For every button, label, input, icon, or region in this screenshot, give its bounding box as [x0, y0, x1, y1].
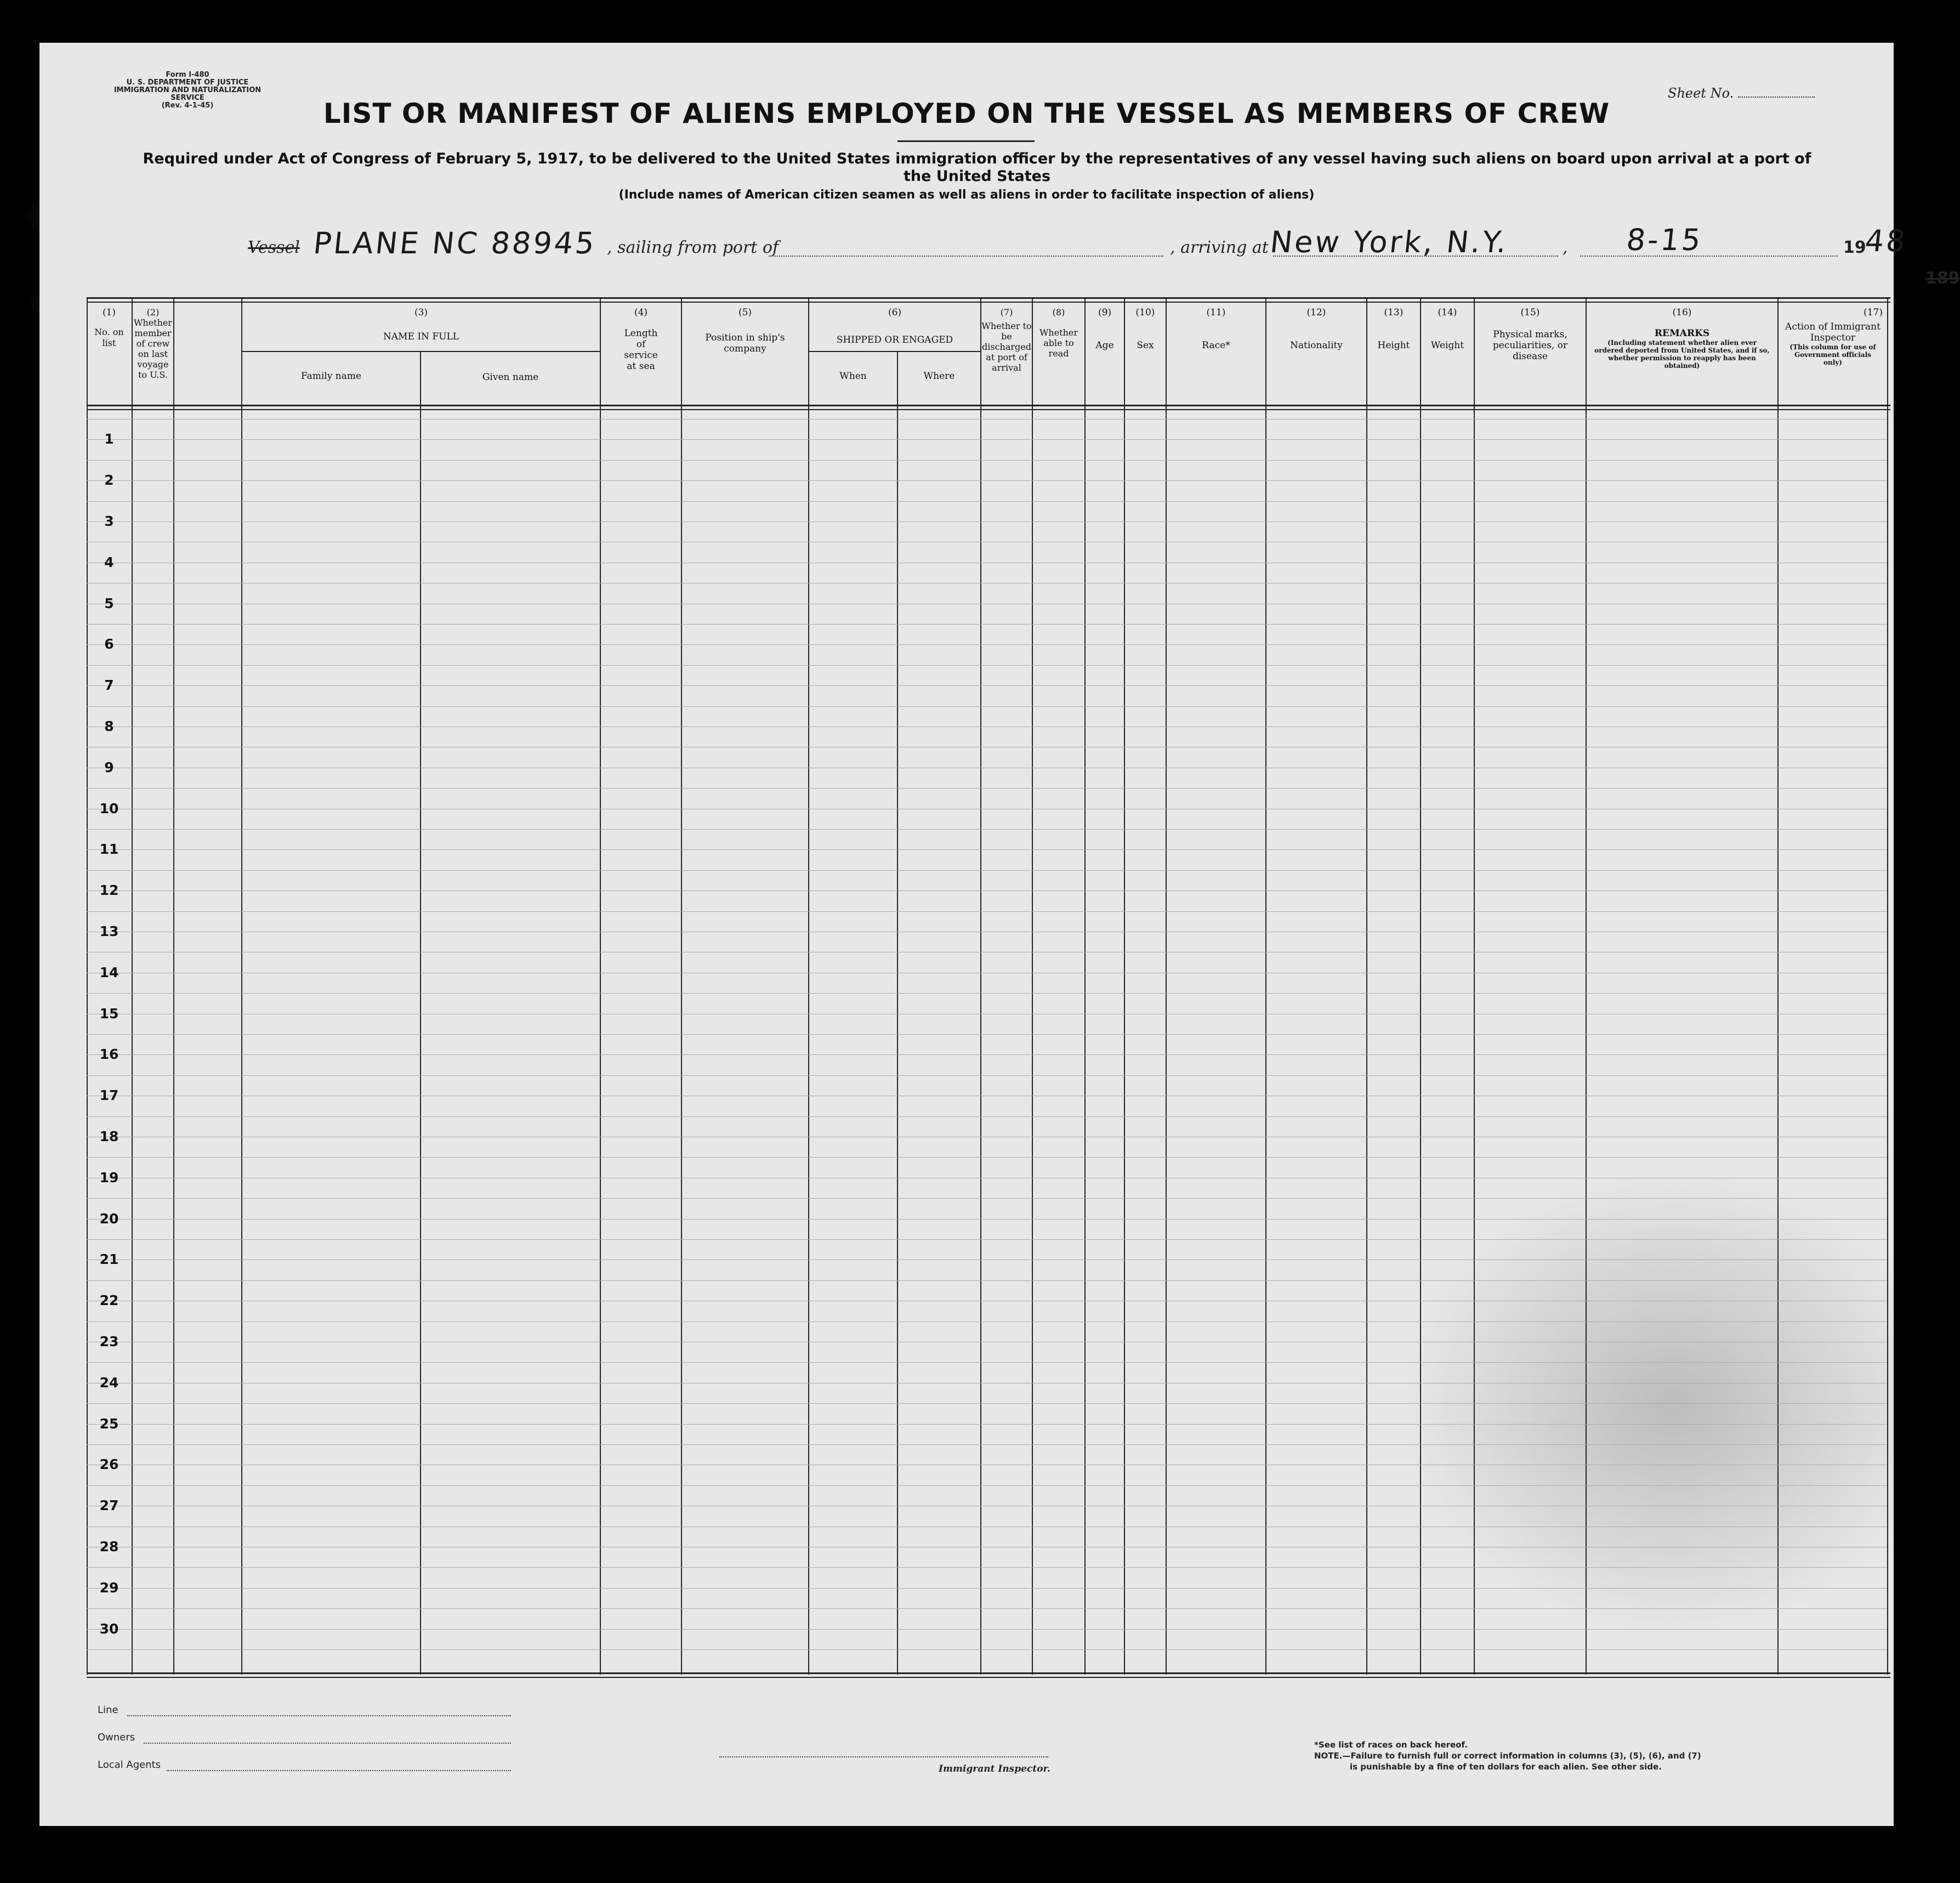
ruled-line [87, 1588, 1887, 1589]
col10-number: (10) [1135, 307, 1155, 318]
col14-header [1421, 307, 1474, 351]
col17-note: (This column for use of Government officials only) [1789, 343, 1876, 366]
row-number: 7 [104, 677, 114, 694]
col2-number: (2) [146, 307, 160, 317]
given-name-header: Given name [482, 372, 539, 383]
col9-label: Age [1095, 340, 1114, 351]
col17-header [1779, 307, 1887, 366]
col7-label: Whether to be discharged at port of arrival [981, 321, 1032, 373]
ruled-line [87, 1321, 1887, 1322]
col3-number: (3) [414, 307, 428, 318]
col5-header [682, 307, 808, 354]
ruled-line [87, 829, 1887, 830]
col11-label: Race* [1202, 340, 1230, 351]
local-agents-field[interactable] [167, 1770, 511, 1771]
ruled-line [87, 849, 1887, 850]
ruled-line [87, 1219, 1887, 1220]
ruled-line [87, 1629, 1887, 1630]
ruled-line [87, 665, 1887, 666]
col2-header [133, 307, 173, 380]
col5-number: (5) [738, 307, 752, 318]
owners-field[interactable] [144, 1743, 511, 1744]
ruled-line [87, 1034, 1887, 1035]
row-number: 8 [104, 718, 114, 734]
ruled-line [87, 1403, 1887, 1404]
col13-number: (13) [1384, 307, 1404, 318]
separator-comma: , [1563, 238, 1568, 257]
row-number: 17 [99, 1087, 119, 1104]
col9-header [1086, 307, 1124, 351]
header-bottom-rule-inner [87, 409, 1890, 410]
column-divider [1032, 297, 1033, 1675]
row-number: 26 [99, 1456, 119, 1473]
row-number: 18 [99, 1128, 119, 1144]
col3-header [242, 307, 600, 342]
ruled-line [87, 1362, 1887, 1363]
column-divider [1586, 297, 1587, 1675]
service: IMMIGRATION AND NATURALIZATION SERVICE [113, 86, 262, 102]
col9-number: (9) [1098, 307, 1112, 318]
ruled-line [87, 1075, 1887, 1076]
col3-label: NAME IN FULL [383, 331, 459, 342]
ruled-line [87, 460, 1887, 461]
row-number: 1 [104, 431, 114, 447]
col8-label: Whether able to read [1039, 327, 1078, 359]
col4-header [601, 307, 681, 372]
column-divider [1420, 297, 1421, 1675]
column-divider [1265, 297, 1266, 1675]
ruled-line [87, 788, 1887, 789]
ruled-line [87, 439, 1887, 440]
row-number: 9 [104, 759, 114, 775]
ruled-line [87, 1116, 1887, 1117]
column-divider [1474, 297, 1475, 1675]
row-number: 2 [104, 472, 114, 489]
col11-number: (11) [1206, 307, 1226, 318]
year-prefix: 19 [1843, 238, 1866, 257]
subtitle: Required under Act of Congress of February 5, 1917, to be delivered to the United States immigration officer by the representatives of any vessel having such aliens on board upon arrival at a port of the United States [143, 150, 1811, 185]
ruled-line [87, 1054, 1887, 1055]
column-divider [173, 297, 174, 1675]
arriving-port[interactable]: New York, N.Y. [1268, 225, 1510, 259]
department: U. S. DEPARTMENT OF JUSTICE [126, 78, 249, 87]
col7-number: (7) [1000, 307, 1013, 317]
vessel-label: Vessel [248, 238, 300, 257]
ruled-line [87, 993, 1887, 994]
ruled-line [87, 624, 1887, 625]
ruled-line [87, 521, 1887, 522]
row-number: 25 [99, 1415, 119, 1432]
row-number: 30 [99, 1620, 119, 1637]
ruled-line [87, 1567, 1887, 1568]
ruled-line [87, 1649, 1887, 1650]
col14-label: Weight [1430, 340, 1464, 351]
column-divider [808, 297, 809, 1675]
col15-header [1475, 307, 1586, 362]
row-number: 16 [99, 1046, 119, 1063]
col13-header [1367, 307, 1420, 351]
column-divider [1084, 297, 1086, 1675]
row-number: 4 [104, 554, 114, 570]
row-number: 22 [99, 1292, 119, 1309]
col6-label: SHIPPED OR ENGAGED [836, 334, 953, 345]
row-number: 19 [99, 1169, 119, 1186]
col16-note: (Including statement whether alien ever ordered deported from United States, and if so, whether permission to reapply has been obtained) [1594, 339, 1770, 370]
ruled-line [87, 644, 1887, 645]
ruled-line [87, 1485, 1887, 1486]
ruled-line [87, 685, 1887, 686]
row-number: 29 [99, 1579, 119, 1596]
arriving-label: , arriving at [1170, 238, 1269, 257]
header-bottom-rule [87, 405, 1890, 406]
row-number: 13 [99, 923, 119, 939]
col10-header [1125, 307, 1166, 351]
where-header: Where [923, 371, 955, 382]
ruled-line [87, 706, 1887, 707]
row-number: 11 [99, 841, 119, 858]
revision: (Rev. 4-1-45) [161, 101, 214, 110]
penalty-note-cont: is punishable by a fine of ten dollars for each alien. See other side. [1350, 1762, 1662, 1772]
year-suffix[interactable]: 48 [1863, 224, 1910, 258]
col1-label: No. on list [94, 327, 124, 348]
page-title: LIST OR MANIFEST OF ALIENS EMPLOYED ON THE VESSEL AS MEMBERS OF CREW [323, 98, 1610, 129]
table-bottom-rule [87, 1672, 1890, 1674]
row-number: 23 [99, 1334, 119, 1349]
race-footnote: *See list of races on back hereof. [1314, 1740, 1468, 1750]
line-field[interactable] [127, 1715, 511, 1716]
vessel-name[interactable]: PLANE NC 88945 [311, 226, 598, 260]
col12-label: Nationality [1290, 340, 1343, 351]
col4-label: Length of service at sea [624, 328, 658, 372]
col17-label: Action of Immigrant Inspector [1785, 321, 1881, 343]
ruled-line [87, 1280, 1887, 1281]
col1-header [87, 307, 132, 349]
ruled-line [87, 501, 1887, 502]
col16-label: REMARKS [1654, 328, 1710, 339]
local-agents-label: Local Agents [98, 1759, 161, 1771]
col6-header [809, 307, 980, 345]
arrival-date[interactable]: 8-15 [1624, 223, 1705, 257]
col14-number: (14) [1438, 307, 1457, 318]
col12-number: (12) [1306, 307, 1326, 318]
row-number: 5 [104, 595, 114, 611]
col5-label: Position in ship's company [705, 332, 785, 354]
column-divider [1366, 297, 1367, 1675]
table-bottom-rule-inner [87, 1677, 1890, 1678]
when-header: When [839, 371, 867, 382]
row-number: 24 [99, 1374, 119, 1391]
column-divider [132, 297, 133, 1675]
ruled-line [87, 911, 1887, 912]
manifest-sheet [39, 43, 1960, 1826]
table-top-rule-inner [87, 302, 1890, 303]
crew-table [87, 254, 1890, 1677]
row-number: 28 [99, 1539, 119, 1555]
col2-label: Whether member of crew on last voyage to U.S. [133, 317, 173, 380]
owners-label: Owners [98, 1732, 135, 1743]
col13-label: Height [1377, 340, 1410, 351]
row-number: 6 [104, 636, 114, 653]
col8-number: (8) [1052, 307, 1065, 317]
row-number: 12 [99, 882, 119, 899]
column-divider [1887, 297, 1888, 1675]
row-number: 15 [99, 1005, 119, 1022]
ruled-line [87, 1157, 1887, 1158]
ruled-line [87, 1424, 1887, 1425]
name-subheader-rule [241, 351, 600, 352]
col7-header [981, 307, 1032, 373]
column-divider [980, 297, 981, 1675]
column-divider [1777, 297, 1779, 1675]
col16-number: (16) [1672, 307, 1692, 318]
form-number: Form I-480 [166, 71, 209, 79]
sheet-number-label: Sheet No. [1668, 86, 1734, 101]
col16-header [1587, 307, 1777, 370]
row-number: 14 [99, 964, 119, 980]
family-name-header: Family name [300, 371, 362, 382]
ruled-line [87, 1198, 1887, 1199]
col8-header [1033, 307, 1084, 359]
column-divider [1166, 297, 1167, 1675]
line-label: Line [98, 1704, 118, 1716]
col6-number: (6) [888, 307, 902, 318]
ruled-line [87, 1608, 1887, 1609]
row-number: 27 [99, 1498, 119, 1514]
row-number: 21 [99, 1251, 119, 1268]
col4-number: (4) [634, 307, 648, 318]
row-number: 3 [104, 513, 114, 529]
column-divider [681, 297, 682, 1675]
column-divider [600, 297, 601, 1675]
col1-number: (1) [102, 307, 116, 318]
column-divider [241, 297, 242, 1675]
sailing-label: , sailing from port of [607, 238, 779, 257]
col10-label: Sex [1137, 340, 1154, 351]
col15-number: (15) [1520, 307, 1540, 318]
table-top-rule [87, 297, 1890, 299]
immigrant-inspector-label: Immigrant Inspector. [939, 1763, 1050, 1774]
ruled-line [87, 1444, 1887, 1445]
col11-header [1167, 307, 1265, 351]
ruled-line [87, 480, 1887, 481]
inspector-signature-field[interactable] [719, 1756, 1048, 1757]
row-number: 20 [99, 1210, 119, 1227]
penalty-note: NOTE.—Failure to furnish full or correct information in columns (3), (5), (6), and (7) [1314, 1751, 1701, 1761]
subnote: (Include names of American citizen seamen as well as aliens in order to facilitate inspection of aliens) [618, 188, 1315, 202]
col12-header [1266, 307, 1366, 351]
ruled-line [87, 870, 1887, 871]
col17-number: (17) [1864, 307, 1883, 318]
ruled-line [87, 1239, 1887, 1240]
shipped-subheader-rule [808, 351, 980, 352]
page-stamp: 189 [1925, 269, 1960, 288]
col15-label: Physical marks, peculiarities, or disease [1492, 329, 1568, 362]
title-rule [897, 140, 1035, 142]
column-divider [1124, 297, 1125, 1675]
row-number: 10 [99, 800, 119, 816]
